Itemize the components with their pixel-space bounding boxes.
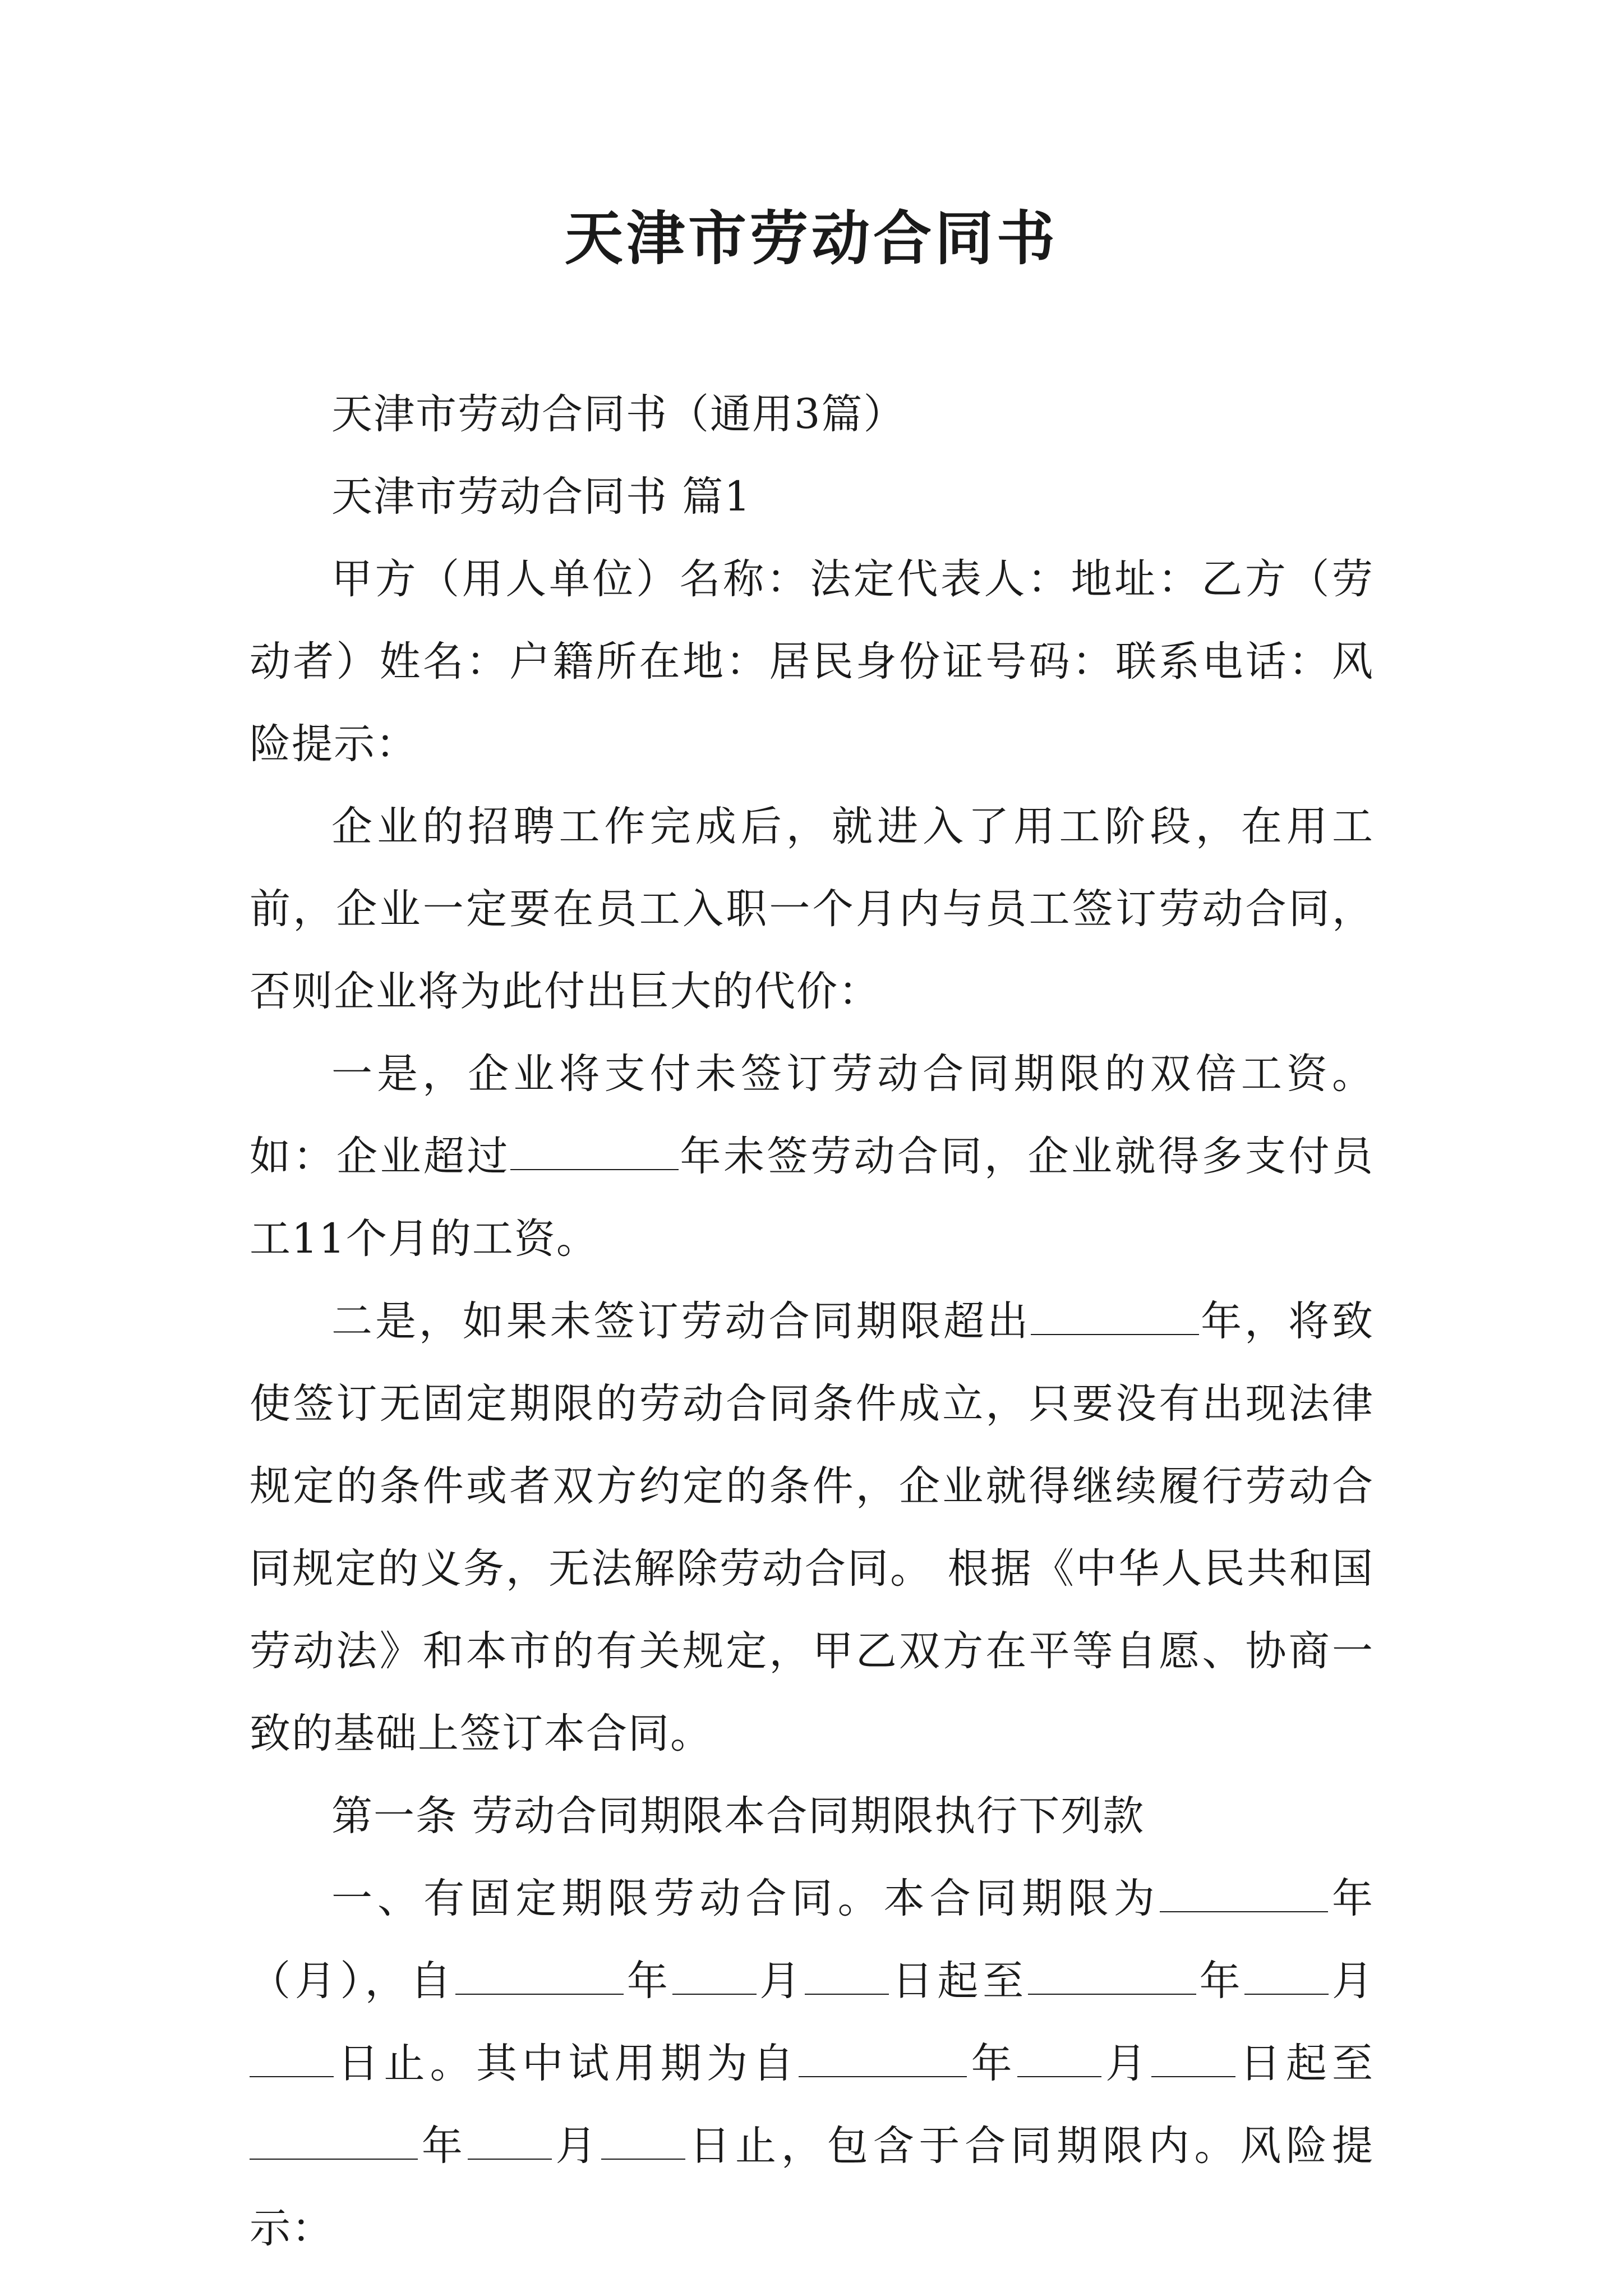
fixed-term-paragraph: [250, 1857, 1374, 2270]
point-two-paragraph: [250, 1280, 1374, 1775]
parties-paragraph: 甲方（用人单位）名称：法定代表人：地址：乙方（劳动者）姓名：户籍所在地：居民身份证号码：联系电话：风险提示：: [250, 555, 1374, 768]
blank-field[interactable]: [799, 2037, 967, 2077]
term-text: 日止。其中试用期为自: [334, 2040, 799, 2087]
blank-field[interactable]: [1017, 2037, 1101, 2077]
term-text: 月: [756, 1957, 805, 2005]
blank-field[interactable]: [455, 1955, 624, 1995]
blank-field[interactable]: [1028, 1955, 1196, 1995]
term-text: 年: [418, 2122, 468, 2170]
point-one-paragraph: [250, 1033, 1374, 1280]
term-text: 年: [624, 1957, 672, 2005]
term-text: 日止，包含于合同期限内。风险提示：: [250, 2122, 1375, 2252]
term-text: 月: [551, 2122, 602, 2170]
blank-field[interactable]: [672, 1955, 757, 1995]
term-text: 月: [1101, 2040, 1152, 2087]
blank-field[interactable]: [1151, 2037, 1235, 2077]
document-title: 天津市劳动合同书: [564, 204, 1058, 273]
blank-field[interactable]: [510, 1130, 679, 1170]
risk-intro-paragraph: 企业的招聘工作完成后，就进入了用工阶段，在用工前，企业一定要在员工入职一个月内与员工签订劳动合同，否则企业将为此付出巨大的代价：: [250, 803, 1374, 1015]
term-text: 一、有固定期限劳动合同。本合同期限为: [331, 1875, 1160, 1922]
blank-field[interactable]: [468, 2120, 552, 2160]
term-text: 年: [967, 2040, 1017, 2087]
document-body: [250, 373, 1374, 2270]
blank-field[interactable]: [1031, 1295, 1199, 1335]
article-one-heading: 第一条 劳动合同期限本合同期限执行下列款: [331, 1792, 1145, 1840]
blank-field[interactable]: [805, 1955, 889, 1995]
term-text: 月: [1329, 1957, 1374, 2005]
blank-field[interactable]: [250, 2037, 334, 2077]
section-heading: 天津市劳动合同书 篇1: [331, 473, 751, 521]
point-one-text-b: 年未签劳动合同，企业就得多支付员工11个月的工资。: [250, 1133, 1374, 1263]
term-text: 日起至: [1235, 2040, 1375, 2087]
blank-field[interactable]: [601, 2120, 685, 2160]
term-text: 年（月），自: [250, 1875, 1375, 2005]
point-two-text-a: 二是，如果未签订劳动合同期限超出: [331, 1297, 1031, 1345]
term-text: 日起至: [888, 1957, 1028, 2005]
subtitle-paragraph: 天津市劳动合同书（通用3篇）: [331, 390, 906, 438]
blank-field[interactable]: [1244, 1955, 1329, 1995]
point-two-text-b: 年，将致使签订无固定期限的劳动合同条件成立，只要没有出现法律规定的条件或者双方约定的条件，企业就得继续履行劳动合同规定的义务，无法解除劳动合同。 根据《中华人民共和国劳动法》和本市的有关规定，甲乙双方在平等自愿、协商一致的基础上签订本合同。: [250, 1297, 1375, 1757]
blank-field[interactable]: [1160, 1872, 1328, 1912]
term-text: 年: [1196, 1957, 1245, 2005]
blank-field[interactable]: [250, 2120, 418, 2160]
point-one-text-a: 一是，企业将支付未签订劳动合同期限的双倍工资。如：企业超过: [250, 1050, 1374, 1180]
